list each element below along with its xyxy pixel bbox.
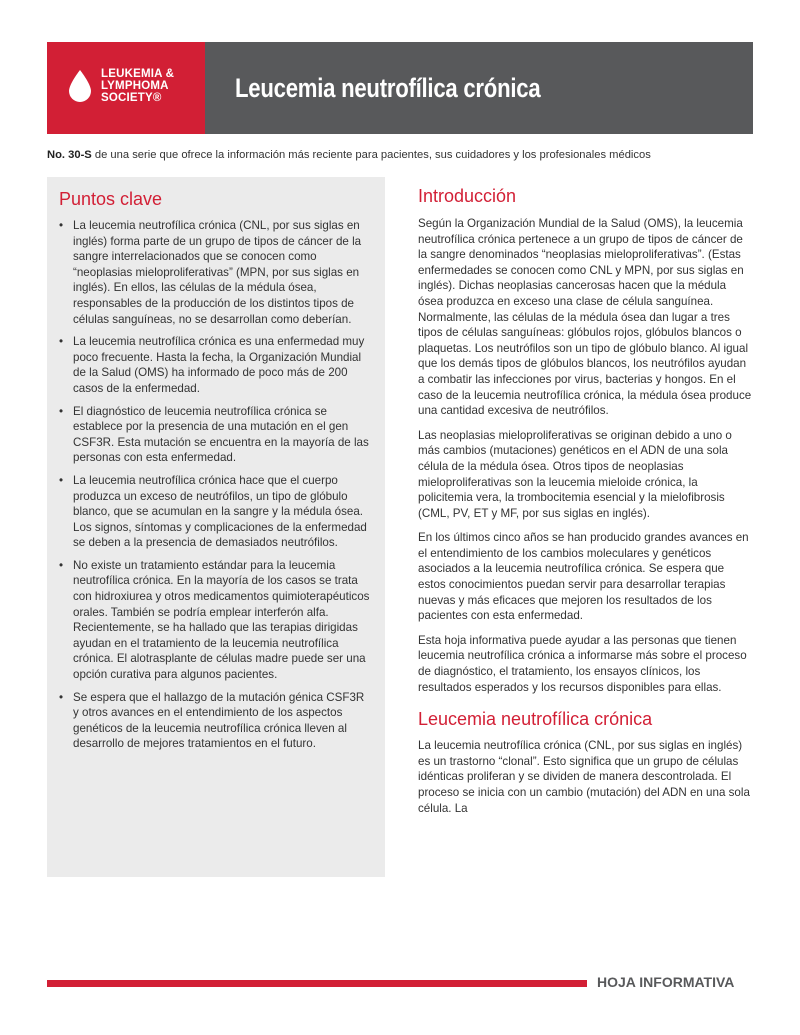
introduction-title: Introducción bbox=[418, 186, 517, 206]
intro-paragraph: Las neoplasias mieloproliferativas se originan debido a uno o más cambios (mutaciones) genéticos en el ADN de una sola célula de la médula ósea. Otros tipos de neoplasias mieloproliferativas son la leucemia mieloide crónica, la policitemia vera, la trombocitemia esencial y la mielofibrosis (CML, PV, ET y MF, por sus siglas en inglés). bbox=[418, 428, 732, 520]
key-point-item: • No existe un tratamiento estándar para la leucemia neutrofílica crónica. En la mayoría de los casos se trata con hidroxiurea y otros medicamentos quimioterapéuticos orales. También se podría emplear interferón alfa. Recientemente, se ha hallado que las terapias dirigidas ayudan en el tratamiento de la leucemia neutrofílica crónica. El alotrasplante de células madre puede ser una opción curativa para algunos pacientes. bbox=[59, 558, 373, 683]
key-point-item: • Se espera que el hallazgo de la mutación génica CSF3R y otros avances en el entendimiento de los aspectos genéticos de la leucemia neutrofílica crónica lleven al desarrollo de mejores tratamientos en el futuro. bbox=[59, 690, 373, 752]
intro-paragraph: Según la Organización Mundial de la Salud (OMS), la leucemia neutrofílica crónica pertenece a un grupo de tipos de cáncer de la sangre denominados “neoplasias mieloproliferativas”. (Estas enfermedades se conocen como CNL y MPN, por sus siglas en inglés). Dichas neoplasias cancerosas hacen que la médula ósea produzca en exceso una clase de célula sanguínea. Normalmente, las células de la médula ósea dan lugar a tres tipos de células sanguíneas: glóbulos rojos, glóbulos blancos o plaquetas. Los neutrófilos son un tipo de glóbulo blanco. Al igual que los demás tipos de glóbulos blancos, los neutrófilos ayudan a combatir las infecciones por virus, bacterias y hongos. En el caso de la leucemia neutrofílica crónica, la médula ósea produce una cantidad excesiva de neutrófilos. bbox=[418, 217, 752, 418]
logo-line-1: LEUKEMIA & bbox=[101, 68, 175, 80]
lls-logo bbox=[47, 42, 205, 134]
logo-line-2: LYMPHOMA bbox=[101, 80, 169, 92]
intro-paragraph: En los últimos cinco años se han producido grandes avances en el entendimiento de los cambios moleculares y genéticos asociados a la leucemia neutrofílica crónica. Se espera que estos conocimientos puedan servir para desarrollar terapias nuevas y más eficaces que mejoren los resultados de los pacientes con esta enfermedad. bbox=[418, 531, 749, 623]
footer-label: HOJA INFORMATIVA bbox=[597, 974, 735, 990]
key-point-item: • La leucemia neutrofílica crónica es una enfermedad muy poco frecuente. Hasta la fecha, la Organización Mundial de la Salud (OMS) ha informado de poco más de 200 casos de la enfermedad. bbox=[59, 334, 373, 396]
key-point-item: • La leucemia neutrofílica crónica hace que el cuerpo produzca un exceso de neutrófilos, un tipo de glóbulo blanco, que se acumulan en la sangre y la médula ósea. Los signos, síntomas y complicaciones de la enfermedad se deben a la presencia de demasiados neutrófilos. bbox=[59, 473, 373, 551]
intro-paragraph: Esta hoja informativa puede ayudar a las personas que tienen leucemia neutrofílica crónica a informarse más sobre el proceso de diagnóstico, el tratamiento, los ensayos clínicos, los resultados esperados y los recursos disponibles para ellas. bbox=[418, 633, 747, 694]
footer-rule bbox=[47, 980, 587, 987]
key-points-list bbox=[59, 218, 373, 752]
key-point-item: • El diagnóstico de leucemia neutrofílica crónica se establece por la presencia de una mutación en el gen CSF3R. Esta mutación se encuentra en la mayoría de las personas con esta enfermedad. bbox=[59, 404, 373, 466]
key-points-title: Puntos clave bbox=[59, 189, 163, 209]
series-number: No. 30-S bbox=[47, 149, 92, 161]
title-bar bbox=[205, 42, 753, 134]
page-title: Leucemia neutrofílica crónica bbox=[235, 72, 541, 103]
logo-wordmark bbox=[101, 68, 174, 104]
key-points-box bbox=[47, 177, 385, 877]
series-description: de una serie que ofrece la información más reciente para pacientes, sus cuidadores y los profesionales médicos bbox=[91, 149, 651, 161]
document-header bbox=[47, 42, 753, 134]
logo-line-3: SOCIETY® bbox=[101, 92, 162, 104]
key-point-item: • La leucemia neutrofílica crónica (CNL, por sus siglas en inglés) forma parte de un grupo de tipos de cáncer de la sangre interrelacionados que se conocen como “neoplasias mieloproliferativas” (MPN, por sus siglas en inglés). En ellos, las células de la médula ósea, responsables de la producción de los distintos tipos de células sanguíneas, no se desarrollan como deberían. bbox=[59, 218, 373, 327]
blood-drop-icon bbox=[69, 70, 91, 102]
cnl-paragraph: La leucemia neutrofílica crónica (CNL, por sus siglas en inglés) es un trastorno “clonal”. Esto significa que un grupo de células idénticas proliferan y se dividen de manera descontrolada. El proceso se inicia con un cambio (mutación) del ADN en una sola célula. La bbox=[418, 739, 750, 815]
cnl-section-title: Leucemia neutrofílica crónica bbox=[418, 709, 653, 730]
series-line bbox=[47, 149, 651, 161]
main-column bbox=[418, 186, 754, 825]
